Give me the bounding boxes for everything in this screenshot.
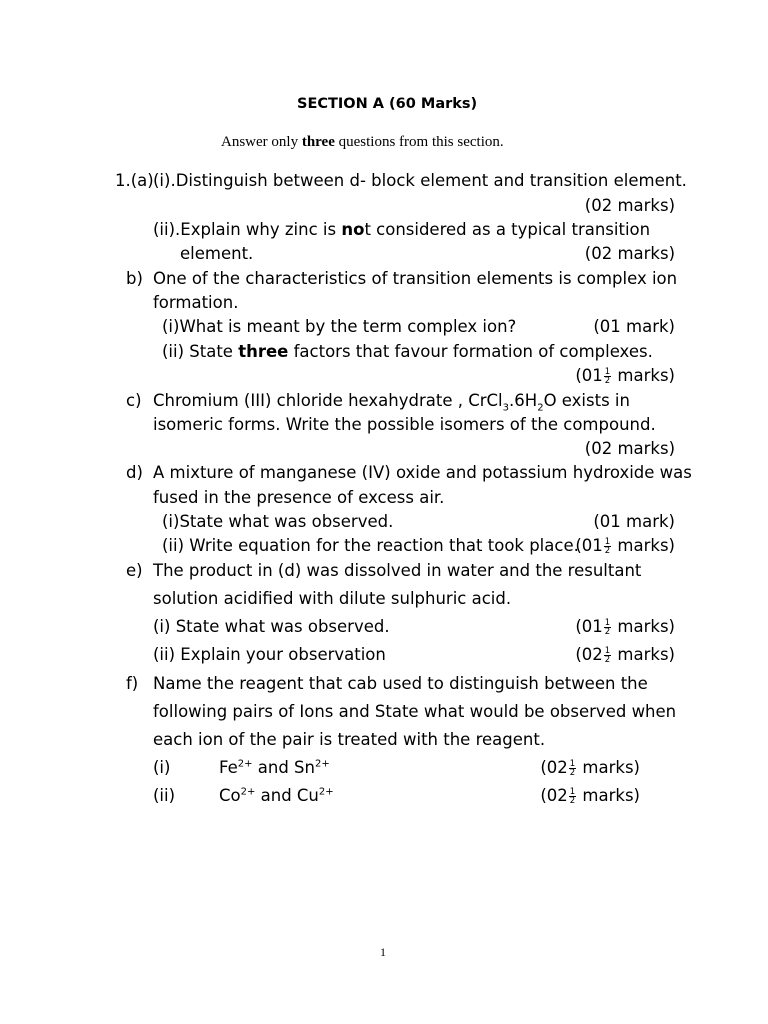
marks-post: marks) xyxy=(577,758,640,777)
ion-sn: and Sn xyxy=(252,758,315,777)
marks-pre: (02 xyxy=(575,645,603,664)
ion-charge: 2+ xyxy=(237,758,253,770)
section-instruction xyxy=(221,135,504,150)
marks-post: marks) xyxy=(612,617,675,636)
q1e-ii-text: (ii) Explain your observation xyxy=(153,645,386,664)
c-line1-b: .6H xyxy=(509,391,538,410)
q1b-ii-marks xyxy=(575,368,675,385)
marks-pre: (02 xyxy=(540,786,568,805)
frac-num: 1 xyxy=(569,787,576,797)
c-line1-c: O exists in xyxy=(543,391,630,410)
q1d-label: d) xyxy=(126,463,143,482)
q1a-ii-text xyxy=(153,222,650,239)
q1b-ii-post: factors that favour formation of complexes. xyxy=(288,342,653,361)
q1f-label: f) xyxy=(126,674,139,693)
q1a-ii-continuation: element. xyxy=(180,244,254,263)
q1d-ii-marks xyxy=(575,538,675,555)
frac-num: 1 xyxy=(604,646,611,656)
q1f-line3: each ion of the pair is treated with the reagent. xyxy=(153,730,546,749)
frac-den: 2 xyxy=(604,546,611,556)
frac-num: 1 xyxy=(604,537,611,547)
q1a-i-marks: (02 marks) xyxy=(584,196,675,215)
marks-post: marks) xyxy=(612,645,675,664)
c-sub-2: 2 xyxy=(537,402,544,414)
q1f-line1: Name the reagent that cab used to distinguish between the xyxy=(153,674,648,693)
q1b-ii-pre: (ii) State xyxy=(162,342,239,361)
half-fraction xyxy=(569,760,576,777)
marks-post: marks) xyxy=(612,536,675,555)
q1f-ii-ions xyxy=(219,788,334,805)
q1b-line1: One of the characteristics of transition elements is complex ion xyxy=(153,269,678,288)
marks-post: marks) xyxy=(577,786,640,805)
q1c-label: c) xyxy=(126,391,142,410)
frac-num: 1 xyxy=(569,759,576,769)
q1b-ii-text xyxy=(162,344,653,361)
q1b-line2: formation. xyxy=(153,293,239,312)
ion-co: Co xyxy=(219,786,241,805)
q1b-label: b) xyxy=(126,269,143,288)
frac-den: 2 xyxy=(569,796,576,806)
instruction-post: questions from this section. xyxy=(334,134,504,150)
half-fraction xyxy=(604,647,611,664)
ion-charge: 2+ xyxy=(318,786,334,798)
q1d-line1: A mixture of manganese (IV) oxide and potassium hydroxide was xyxy=(153,463,692,482)
q1d-i-marks: (01 mark) xyxy=(593,512,675,531)
ion-fe: Fe xyxy=(219,758,238,777)
ion-cu: and Cu xyxy=(255,786,319,805)
c-line1-a: Chromium (III) chloride hexahydrate , CrCl xyxy=(153,391,503,410)
ion-charge: 2+ xyxy=(240,786,256,798)
q1d-i-text: (i)State what was observed. xyxy=(162,512,394,531)
q1e-line1: The product in (d) was dissolved in water and the resultant xyxy=(153,561,642,580)
q1a-ii-post: t considered as a typical transition xyxy=(364,220,651,239)
q1b-i-marks: (01 mark) xyxy=(593,317,675,336)
marks-post: marks) xyxy=(612,366,675,385)
page-number: 1 xyxy=(380,945,386,959)
q1a-i-text: (i).Distinguish between d- block element and transition element. xyxy=(153,171,687,190)
marks-pre: (01 xyxy=(575,536,603,555)
q1e-i-marks xyxy=(575,619,675,636)
half-fraction xyxy=(569,788,576,805)
q1a-ii-marks: (02 marks) xyxy=(584,244,675,263)
q1c-marks: (02 marks) xyxy=(584,439,675,458)
q1f-i-label: (i) xyxy=(153,758,171,777)
frac-den: 2 xyxy=(604,655,611,665)
frac-num: 1 xyxy=(604,367,611,377)
frac-den: 2 xyxy=(604,627,611,637)
q1c-line2: isomeric forms. Write the possible isomers of the compound. xyxy=(153,415,656,434)
q1d-line2: fused in the presence of excess air. xyxy=(153,488,445,507)
q1e-ii-marks xyxy=(575,647,675,664)
frac-den: 2 xyxy=(569,768,576,778)
half-fraction xyxy=(604,538,611,555)
q1a-ii-pre: (ii).Explain why zinc is xyxy=(153,220,342,239)
question-number: 1.(a) xyxy=(115,171,154,190)
ion-charge: 2+ xyxy=(314,758,330,770)
marks-pre: (02 xyxy=(540,758,568,777)
q1f-ii-marks xyxy=(540,788,640,805)
c-sub-3: 3 xyxy=(502,402,510,414)
q1f-i-ions xyxy=(219,760,330,777)
q1e-line2: solution acidified with dilute sulphuric acid. xyxy=(153,589,512,608)
q1d-ii-text: (ii) Write equation for the reaction that took place. xyxy=(162,536,579,555)
q1a-ii-bold: no xyxy=(341,220,365,239)
marks-pre: (01 xyxy=(575,617,603,636)
q1f-line2: following pairs of Ions and State what would be observed when xyxy=(153,702,677,721)
q1e-label: e) xyxy=(126,561,143,580)
instruction-bold: three xyxy=(301,134,335,150)
q1f-i-marks xyxy=(540,760,640,777)
q1e-i-text: (i) State what was observed. xyxy=(153,617,390,636)
q1f-ii-label: (ii) xyxy=(153,786,176,805)
q1b-ii-bold: three xyxy=(238,342,289,361)
frac-num: 1 xyxy=(604,618,611,628)
instruction-pre: Answer only xyxy=(221,134,302,150)
q1c-line1 xyxy=(153,391,630,414)
section-title: SECTION A (60 Marks) xyxy=(297,96,478,112)
q1b-i-text: (i)What is meant by the term complex ion? xyxy=(162,317,517,336)
frac-den: 2 xyxy=(604,376,611,386)
marks-pre: (01 xyxy=(575,366,603,385)
half-fraction xyxy=(604,368,611,385)
half-fraction xyxy=(604,619,611,636)
